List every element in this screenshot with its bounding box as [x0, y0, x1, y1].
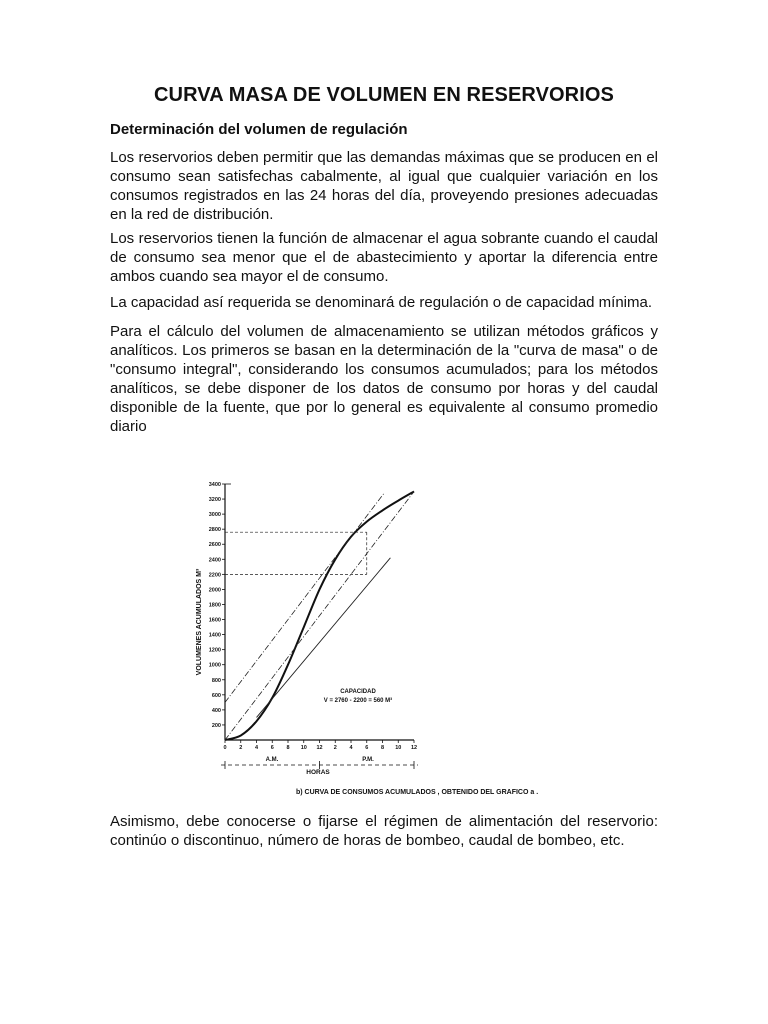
y-tick-label: 600 [211, 692, 221, 699]
y-tick-label: 3400 [208, 482, 221, 488]
x-tick-label: 12 [410, 745, 418, 751]
y-tick-label: 1400 [208, 632, 221, 639]
y-tick-label: 3000 [208, 512, 221, 519]
x-tick-label: 10 [395, 745, 402, 751]
y-tick-label: 800 [211, 677, 221, 684]
x-tick-label: 4 [349, 745, 353, 751]
capacity-annotation-title: CAPACIDAD [340, 689, 376, 695]
y-tick-label: 1200 [208, 647, 221, 654]
x-axis-label: HORAS [306, 769, 330, 776]
x-tick-label: 8 [380, 745, 385, 751]
figure-caption: b) CURVA DE CONSUMOS ACUMULADOS , OBTENIDO DEL GRAFICO a . [296, 789, 539, 796]
y-tick-label: 2000 [208, 587, 221, 594]
paragraph-4: Para el cálculo del volumen de almacenamiento se utilizan métodos gráficos y analíticos. Los primeros se basan en la determinación de la "curva de masa" o de "consumo integral", considerando los consumos acumulados; para los métodos analíticos, se debe disponer de los datos de consumo por horas y del caudal disponible de la fuente, que por lo general es equivalente al consumo promedio diario [110, 323, 658, 435]
y-tick-label: 2400 [208, 557, 221, 564]
section-heading: Determinación del volumen de regulación [110, 121, 408, 138]
x-tick-label: 6 [270, 745, 274, 751]
y-tick-label: 1600 [208, 617, 221, 624]
mass-curve-figure [188, 474, 588, 804]
y-tick-label: 200 [211, 722, 221, 729]
y-tick-label: 1800 [208, 602, 221, 609]
page-title: CURVA MASA DE VOLUMEN EN RESERVORIOS [154, 84, 614, 106]
mass-curve-chart [188, 474, 588, 804]
y-tick-label: 400 [211, 707, 221, 714]
y-tick-label: 2200 [208, 572, 221, 579]
series-line-4 [225, 493, 384, 702]
paragraph-3: La capacidad así requerida se denominará de regulación o de capacidad mínima. [110, 294, 653, 311]
paragraph-1: Los reservorios deben permitir que las demandas máximas que se producen en el consumo sean satisfechas cabalmente, al igual que cualquier variación en los consumos registrados en las 24 horas del día, proveyendo presiones adecuadas en la red de distribución. [110, 149, 658, 223]
y-tick-label: 2600 [208, 542, 221, 549]
x-tick-label: 10 [300, 745, 307, 751]
capacity-annotation-formula: V = 2760 - 2200 = 560 M³ [323, 698, 393, 704]
y-tick-label: 3200 [208, 497, 221, 504]
period-label-am: A.M. [265, 757, 279, 763]
period-label-pm: P.M. [362, 757, 374, 763]
closing-paragraph: Asimismo, debe conocerse o fijarse el régimen de alimentación del reservorio: continúo o discontinuo, número de horas de bombeo, caudal de bombeo, etc. [110, 813, 658, 849]
x-tick-label: 0 [223, 745, 227, 751]
x-tick-label: 4 [254, 745, 259, 751]
paragraph-2: Los reservorios tienen la función de almacenar el agua sobrante cuando el caudal de consumo sea menor que el de abastecimiento y aportar la diferencia entre ambos cuando sea mayor el de consumo. [110, 230, 658, 285]
x-tick-label: 8 [286, 745, 290, 751]
x-tick-label: 2 [333, 745, 337, 751]
x-tick-label: 6 [365, 745, 369, 751]
y-tick-label: 2800 [208, 527, 221, 534]
x-tick-label: 12 [316, 745, 323, 751]
y-tick-label: 1000 [208, 662, 221, 669]
y-axis-label: VOLUMENES ACUMULADOS M³ [196, 568, 203, 676]
x-tick-label: 2 [239, 745, 243, 751]
